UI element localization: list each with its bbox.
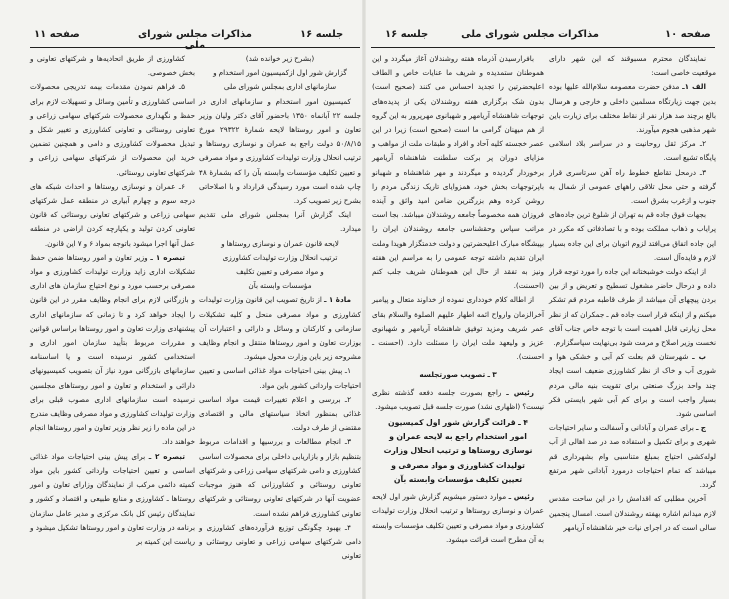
- paragraph-text: ترتیب انحلال وزارت تولیدات کشاورزی: [222, 252, 338, 262]
- paragraph: [199, 435, 361, 520]
- paragraph-text: مؤسسات وابسته بآن: [248, 281, 312, 291]
- paragraph-text: ۳ ـ تصویب صورتجلسه: [419, 370, 497, 380]
- paragraph-lead: ج ـ: [695, 423, 706, 433]
- running-title: مذاکرات مجلس شورای ملی: [138, 29, 252, 51]
- paragraph: [30, 52, 195, 80]
- paragraph-text: مدفن حضرت معصومه سلام‌الله علیها بوده بدین جهت زیارتگاه مسلمین داخلی و خارجی و هرسال بالغ برچند صد هزار نفر از نقاط مختلف برای زیارت باین شهر مذهبی هجوم میآورند.: [549, 82, 716, 135]
- section-heading: [380, 416, 536, 487]
- running-title: مذاکرات مجلس شورای ملی: [461, 29, 599, 40]
- paragraph: [199, 265, 361, 279]
- paragraph: [372, 386, 544, 414]
- paragraph: [199, 208, 361, 236]
- paragraph-lead: رئیس ـ: [508, 492, 535, 502]
- paragraph: [549, 265, 716, 350]
- paragraph-text: (بشرح زیر خوانده شد): [245, 54, 315, 63]
- paragraph: [199, 52, 361, 66]
- paragraph: [549, 208, 716, 265]
- paragraph-text: برای عمران و آبادانی و آسفالت و سایر احتیاجات شهری و برای تکمیل و استفاده صد در صد اهالی از آب لوله‌کشی احتیاج بمبلغ متناسبی وام بشهرداری قم میباشد که تمام احتیاجات درمورد آبادانی شهر مرتفع گردد.: [549, 423, 716, 490]
- paragraph-text: لایحه قانون عمران و نوسازی روستاها و: [221, 238, 339, 248]
- paragraph: [199, 251, 361, 265]
- paragraph: [199, 95, 361, 209]
- header-rule: [30, 47, 360, 48]
- paragraph-text: ۱ـ پیش بینی احتیاجات مواد غذائی اساسی و تعیین احتیاجات وارداتی کشور باین مواد.: [199, 366, 361, 390]
- paragraph-lead: تبصره ۲ ـ: [148, 451, 185, 461]
- paragraph-text: راجع بصورت جلسه دفعه گذشته نظری نیست؟ (اظهاری نشد) صورت جلسه قبل تصویب میشود.: [372, 387, 544, 411]
- paragraph: [549, 80, 716, 137]
- session-number: جلسه ۱۶: [300, 29, 344, 40]
- paragraph-text: شهرستان قم بعلت کم آبی و خشکی هوا و شوری آب و خاک از نظر کشاورزی ضعیف است ایجاد چند واحد بزرگ صنعتی برای تقویت بنیه مالی مردم بسیار واجب است و برای کم آبی شهر بایستی فکر اساسی شود.: [549, 352, 716, 419]
- paragraph: [199, 293, 361, 364]
- paragraph-text: بجهات فوق جاده قم به تهران از شلوغ ترین جاده‌های پرایاب و ذهاب مملکت بوده و با تصادفاتی که مکرر در این جاده اتفاق می‌افتد لزوم اتوبان برای این جاده بسیار لازم و فایده‌آل است.: [549, 210, 716, 262]
- paragraph-text: کمیسیون امور استخدام و سازمانهای اداری در جلسه ۲۲ آبانماه ۱۳۵۰ باحضور آقای دکتر ولیان وزیر تعاون و امور روستاها لایحه شمارهٔ ۲۹۳۲۲ مورخ ۵۰/۸/۱۵ دولت راجع به عمران و نوسازی روستاها و ترتیب انحلال وزارت تولیدات کشاورزی و مواد مصرفی و تعیین تکلیف مؤسسات وابسته بآن را که بشمارهٔ ۴۸ چاپ شده است مورد رسیدگی قرارداد و با اصلاحاتی بشرح زیر تصویب کرد.: [199, 96, 361, 206]
- paragraph-text: کشاورزی از طریق اتحادیه‌ها و شرکتهای تعاونی و بخش خصوصی.: [30, 54, 195, 78]
- session-number: جلسه ۱۶: [385, 29, 429, 40]
- paragraph: [30, 450, 195, 549]
- paragraph: [30, 251, 195, 450]
- paragraph-text: ۳ـ انجام مطالعات و بررسیها و اقدامات مربوط بتنظیم بازار و بازاریابی داخلی برای محصولات اساسی کشاورزی و دامی شرکتهای سهامی زراعی و شرکتهای تعاونی روستائی و کشاورزانی که هنوز موجبات عضویت آنها در شرکتهای تعاونی روستائی و شرکتهای تعاونی کشاورزی فراهم نشده است.: [199, 437, 361, 518]
- paragraph-text: برای پیش بینی احتیاجات مواد غذائی اساسی و تعیین احتیاجات وارداتی کشور باین مواد کمیته دائمی مرکب از نمایندگان وزارای تعاون و امور روستاها ـ کشاورزی و منابع طبیعی و اقتصاد و کشور و نمایندگان رئیس کل بانک مرکزی و مدیر عامل سازمان برنامه در وزارت تعاون و امور روستاها تشکیل میشود و ریاست این کمیته بر: [30, 451, 195, 546]
- paragraph-text: آخرین مطلبی که اقدامش را در این ساحت مقدس لازم میدانم اشاره بهفته روشندلان است. امسال پنجمین سالی است که در اجرای نیات خیر شاهنشاه آریامهر: [549, 494, 716, 532]
- paragraph: [549, 166, 716, 209]
- paragraph-lead: الف ۱ـ: [682, 82, 706, 92]
- paragraph: [199, 521, 361, 564]
- paragraph: [372, 490, 544, 547]
- page-gutter: [362, 0, 366, 599]
- paragraph-text: ۵ـ فراهم نمودن مقدمات بیمه تدریجی محصولات اساسی کشاورزی و تأمین وسائل و تسهیلات لازم برای حفظ و نگهداری محصولات شرکتهای سهامی زراعی و تعاونی روستائی و تعاونی کشاورزی و تغییر شکل و تبدیل محصولات کشاورزی و دامی و همچنین تضمین خرید این محصولات از شرکتهای سهامی زراعی و شرکتهای تعاونی روستائی.: [30, 82, 195, 177]
- paragraph-text: سازمانهای اداری بمجلس شورای ملی: [223, 82, 337, 92]
- paragraph-text: ۴ـ بهبود چگونگی توزیع فرآورده‌های کشاورزی و دامی شرکتهای سهامی زراعی و تعاونی روستائی و تعاونی: [199, 522, 361, 561]
- paragraph: [549, 492, 716, 535]
- text-column-left: [30, 52, 195, 549]
- text-column-right: [199, 52, 361, 563]
- paragraph-text: ۴ ـ قرائت گزارش شور اول کمیسیون امور استخدام راجع به لایحه عمران و نوسازی روستاها و ترتیب انحلال وزارت تولیدات کشاورزی و مواد مصرفی و تعیین تکلیف مؤسسات وابسته بآن: [383, 418, 533, 484]
- paragraph-text: وزیر تعاون و امور روستاها ضمن حفظ تشکیلات اداری زاید وزارت تولیدات کشاورزی و مواد مصرفی برحسب مورد و نوع احتیاج سازمان های اداری و بازرگانی لازم برای انجام وظایف مقرر در این قانون را ایجاد خواهد کرد و تا زمانی که سازمانهای اداری پیشنهادی وزارت تعاون و امور روستاها براساس قوانین و مقررات مربوط بتأیید سازمان امور اداری و استخدامی کشور نرسیده است و یا اساسنامه سازمانهای بازرگانی مورد نیاز آن بتصویب کمیسیونهای دارائی و استخدام و تعاون و امور روستاهای مجلسین نرسیده است سازمانهای اداری مصوب قبلی برای وزارت تولیدات کشاورزی و مواد مصرفی وظایف مندرج در این ماده را زیر نظر وزیر تعاون و امور روستاها انجام خواهند داد.: [30, 252, 195, 447]
- paragraph: [549, 52, 716, 80]
- paragraph-text: نمایندگان محترم مسبوقند که این شهر دارای موقعیت خاصی است:: [549, 54, 716, 78]
- paragraph: [199, 364, 361, 392]
- paragraph-text: ۶ـ عمران و نوسازی روستاها و احداث شبکه های درجه سوم و چهارم آبیاری در منطقه عمل شرکتهای سهامی زراعی و شرکتهای تعاونی روستائی که قانون تعاونی کردن تولید و یکپارچه کردن اراضی در منطقه عمل آنها اجرا میشود باتوجه بمواد ۶ و ۷ این قانون.: [30, 181, 195, 248]
- paragraph: [372, 52, 544, 293]
- paragraph: [549, 421, 716, 492]
- paragraph: [30, 80, 195, 179]
- paragraph-text: ۲ـ مرکز ثقل روحانیت و در سراسر بلاد اسلامی پایگاه تشیع است.: [549, 139, 716, 163]
- paragraph-text: بافرارسیدن آذرماه هفته روشندلان آغاز میگردد و این هموطنان ستمدیده و شریف ما عنایات خاص و الطاف اعلیحضرتین را تجدید احساس می کنند (صحیح است) بدون شک برگزاری هفته روشندلان یکی از پدیده‌های توجهات شاهنشاه آریامهر و شهبانوی مهرپرور به این گروه از هم میهنان گرامی ما است (صحیح است) زیرا در این عصر خجسته کلیه آحاد و افراد و طبقات ملت از مواهب و مزایای دوران پر برکت سلطنت شاهنشاه آریامهر برخوردار گردیده و میگردند و مهر شاهنشاه و شهبانو باپرتوجهات بخش خود، همزوایای تاریک زندگی مردم را روشن کرده وهم بزرگترین ضامن امید واثق و آینده فروزان همه مخصوصاً جامعه روشندلان میباشد. بجا است مراتب سپاس وحقشناسی جامعه روشندلان ایران را بپیشگاه مبارک اعلیحضرتین و دولت خدمتگزار هویدا وملت ایران تقدیم داشته توجه عمومی را به مراسم این هفته ونیز به تفقد از حال این هموطنان شریف جلب کنم (احسنت).: [372, 54, 544, 291]
- paragraph-text: ۳ـ درمحل تقاطع خطوط راه آهن سرتاسری قرار گرفته و حتی محل تلاقی راههای عمومی از شمال به جنوب و ازغرب بشرق است.: [549, 167, 716, 206]
- paragraph-text: اینک گزارش آنرا بمجلس شورای ملی تقدیم میدارد.: [199, 210, 361, 234]
- paragraph-text: موارد دستور میشویم گزارش شور اول لایحه عمران و نوسازی روستاها و ترتیب انحلال وزارت تولیدات کشاورزی و مواد مصرفی و تعیین تکلیف مؤسسات وابسته به آن مطرح است قرائت میشود.: [372, 492, 544, 544]
- page-number: صفحه ۱۰: [665, 29, 711, 40]
- paragraph-text: گزارش شور اول ازکمیسیون امور استخدام و: [213, 68, 347, 78]
- text-column-left: [372, 52, 544, 547]
- paragraph: [199, 66, 361, 80]
- paragraph-lead: مادهٔ ۱ ـ: [324, 295, 351, 305]
- paragraph-text: و مواد مصرفی و تعیین تکلیف: [236, 267, 324, 277]
- paragraph: [549, 137, 716, 165]
- header-rule: [371, 47, 715, 48]
- paragraph-lead: ب ـ: [692, 352, 706, 362]
- paragraph: [199, 393, 361, 436]
- paragraph-lead: رئیس ـ: [506, 387, 534, 397]
- paragraph-text: ۲ـ بررسی و اعلام تغییرات قیمت مواد اساسی غذائی بمنظور اتخاذ سیاستهای مالی و اقتصادی مقتضی از طرف دولت.: [199, 394, 361, 433]
- page-number: صفحه ۱۱: [34, 29, 80, 40]
- paragraph: [199, 80, 361, 94]
- text-column-right: [549, 52, 716, 535]
- paragraph: [199, 279, 361, 293]
- paragraph-text: از اینکه دولت خوشبختانه این جاده را مورد توجه قرار داده و درحال حاضر مشغول تسطیح و تعریض و از بین بردن پیچهای آن میباشد از طرف قاطبه مردم قم تشکر میکنم و از اینکه قرار است جاده قم ـ جمکران که از نظر محل زیارتی قابل اهمیت است با توجه خاص جناب آقای نخست وزیر اصلاح و مرمت شود بی‌نهایت سپاسگزارم.: [549, 267, 716, 348]
- paragraph-text: از اطاله کلام خودداری نموده از خداوند متعال و پیامبر آخرالزمان وارواح ائمه اطهار علیهم الصلوة والسلام بقای عمر شریف ومزید توفیق شاهنشاه آریامهر و شهبانوی عزیز و ولیعهد ملت ایران را مسئلت دارد. (احسنت ـ احسنت).: [372, 295, 544, 362]
- section-heading: [372, 368, 544, 382]
- paragraph-text: از تاریخ تصویب این قانون وزارت تولیدات کشاورزی و مواد مصرفی منحل و کلیه تشکیلات سازمانی و کارکنان و وسائل و دارائی و اعتبارات آن بوزارت تعاون و امور روستاها منتقل و انجام وظایف مشروحه زیر باین وزارت محول میشود.: [199, 295, 361, 362]
- paragraph: [549, 350, 716, 421]
- paragraph-lead: تبصره ۱ ـ: [150, 252, 185, 262]
- paragraph: [30, 180, 195, 251]
- paragraph: [199, 237, 361, 251]
- paragraph: [372, 293, 544, 364]
